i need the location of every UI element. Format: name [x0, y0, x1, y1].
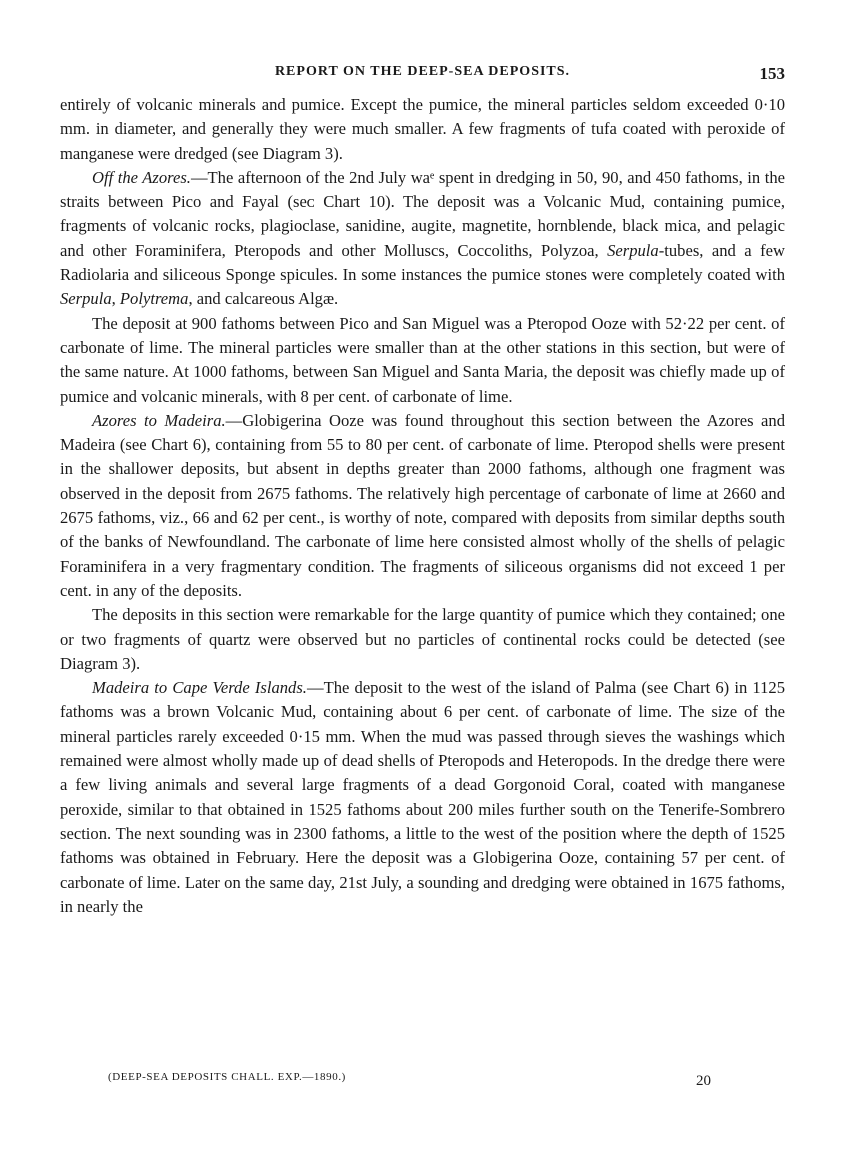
running-head	[60, 64, 785, 86]
section-lead: Off the Azores.	[92, 167, 191, 187]
body-text	[60, 93, 785, 919]
italic-term: Serpula	[60, 289, 112, 309]
italic-term: Serpula	[607, 240, 659, 260]
section-lead: Madeira to Cape Verde Islands.	[92, 678, 307, 698]
paragraph-text: entirely of volcanic minerals and pumice. Except the pumice, the mineral particles seldom exceeded 0·10 mm. in diameter, and generally they were much smaller. A few fragments of tufa coated with peroxide of manganese were dredged (see Diagram 3).	[60, 95, 785, 163]
signature-mark: 20	[696, 1073, 711, 1089]
paragraph-azores-to-madeira	[60, 409, 785, 603]
paragraph-text: ,	[111, 289, 120, 309]
footer-citation: (DEEP-SEA DEPOSITS CHALL. EXP.—1890.)	[108, 1071, 346, 1083]
page-footer	[60, 1071, 785, 1091]
header-title: REPORT ON THE DEEP-SEA DEPOSITS.	[274, 64, 571, 79]
paragraph-off-the-azores	[60, 166, 785, 312]
paragraph-text: —The afternoon of the 2nd July waᵉ spent in dredging in 50, 90, and 450 fathoms, in the straits between Pico and Fayal (sеᴄ Chart 10). The deposit was a Volcanic Mud, containing pumice, fragments of volcanic rocks, plagioclase, sanidine, augite, magnetite, hornblende, black mica, and pelagic and other Foraminifera, Pteropods and other Molluscs, Coccoliths, Polyzoa,	[60, 167, 785, 260]
paragraph-madeira-to-cape-verde	[60, 676, 785, 919]
paragraph-text: —Globigerina Ooze was found throughout this section between the Azores and Madeira (see Chart 6), containing from 55 to 80 per cent. of carbonate of lime. Pteropod shells were present in the shallower deposits, but absent in depths greater than 2000 fathoms, although one fragment was observed in the deposit from 2675 fathoms. The relatively high percentage of carbonate of lime at 2660 and 2675 fathoms, viz., 66 and 62 per cent., is worthy of note, compared with deposits from similar depths south of the banks of Newfoundland. The carbonate of lime here consisted almost wholly of the shells of pelagic Foraminifera in a very fragmentary condition. The fragments of siliceous organisms did not exceed 1 per cent. in any of the deposits.	[60, 410, 785, 600]
paragraph-text: The deposit at 900 fathoms between Pico and San Miguel was a Pteropod Ooze with 52·22 per cent. of carbonate of lime. The mineral particles were smaller than at the other stations in this section, but were of the same nature. At 1000 fathoms, between San Miguel and Santa Maria, the deposit was chiefly made up of pumice and volcanic minerals, with 8 per cent. of carbonate of lime.	[60, 313, 785, 406]
paragraph-text: The deposits in this section were remarkable for the large quantity of pumice which they contained; one or two fragments of quartz were observed but no particles of continental rocks could be detected (see Diagram 3).	[60, 605, 785, 673]
paragraph-pumice-deposits	[60, 603, 785, 676]
paragraph-text: -tubes, and a few Radiolaria and siliceous Sponge spicules. In some instances the pumice stones were completely coated with	[60, 240, 785, 285]
paragraph-text: , and calcareous Algæ.	[188, 289, 339, 309]
section-lead: Azores to Madeira.	[92, 410, 226, 430]
paragraph-continued	[60, 93, 785, 166]
page-number: 153	[759, 64, 785, 83]
paragraph-pico-san-miguel	[60, 312, 785, 409]
paragraph-text: —The deposit to the west of the island of Palma (see Chart 6) in 1125 fathoms was a brown Volcanic Mud, containing about 6 per cent. of carbonate of lime. The size of the mineral particles rarely exceeded 0·15 mm. When the mud was passed through sieves the washings which remained were almost wholly made up of dead shells of Pteropods and Heteropods. In the dredge there were a few living animals and several large fragments of a dead Gorgonoid Coral, coated with manganese peroxide, similar to that obtained in 1525 fathoms about 200 miles further south on the Tenerife-Sombrero section. The next sounding was in 2300 fathoms, a little to the west of the position where the depth of 1525 fathoms was obtained in February. Here the deposit was a Globigerina Ooze, containing 57 per cent. of carbonate of lime. Later on the same day, 21st July, a sounding and dredging were obtained in 1675 fathoms, in nearly the	[60, 678, 785, 916]
italic-term: Polytrema	[119, 289, 189, 309]
